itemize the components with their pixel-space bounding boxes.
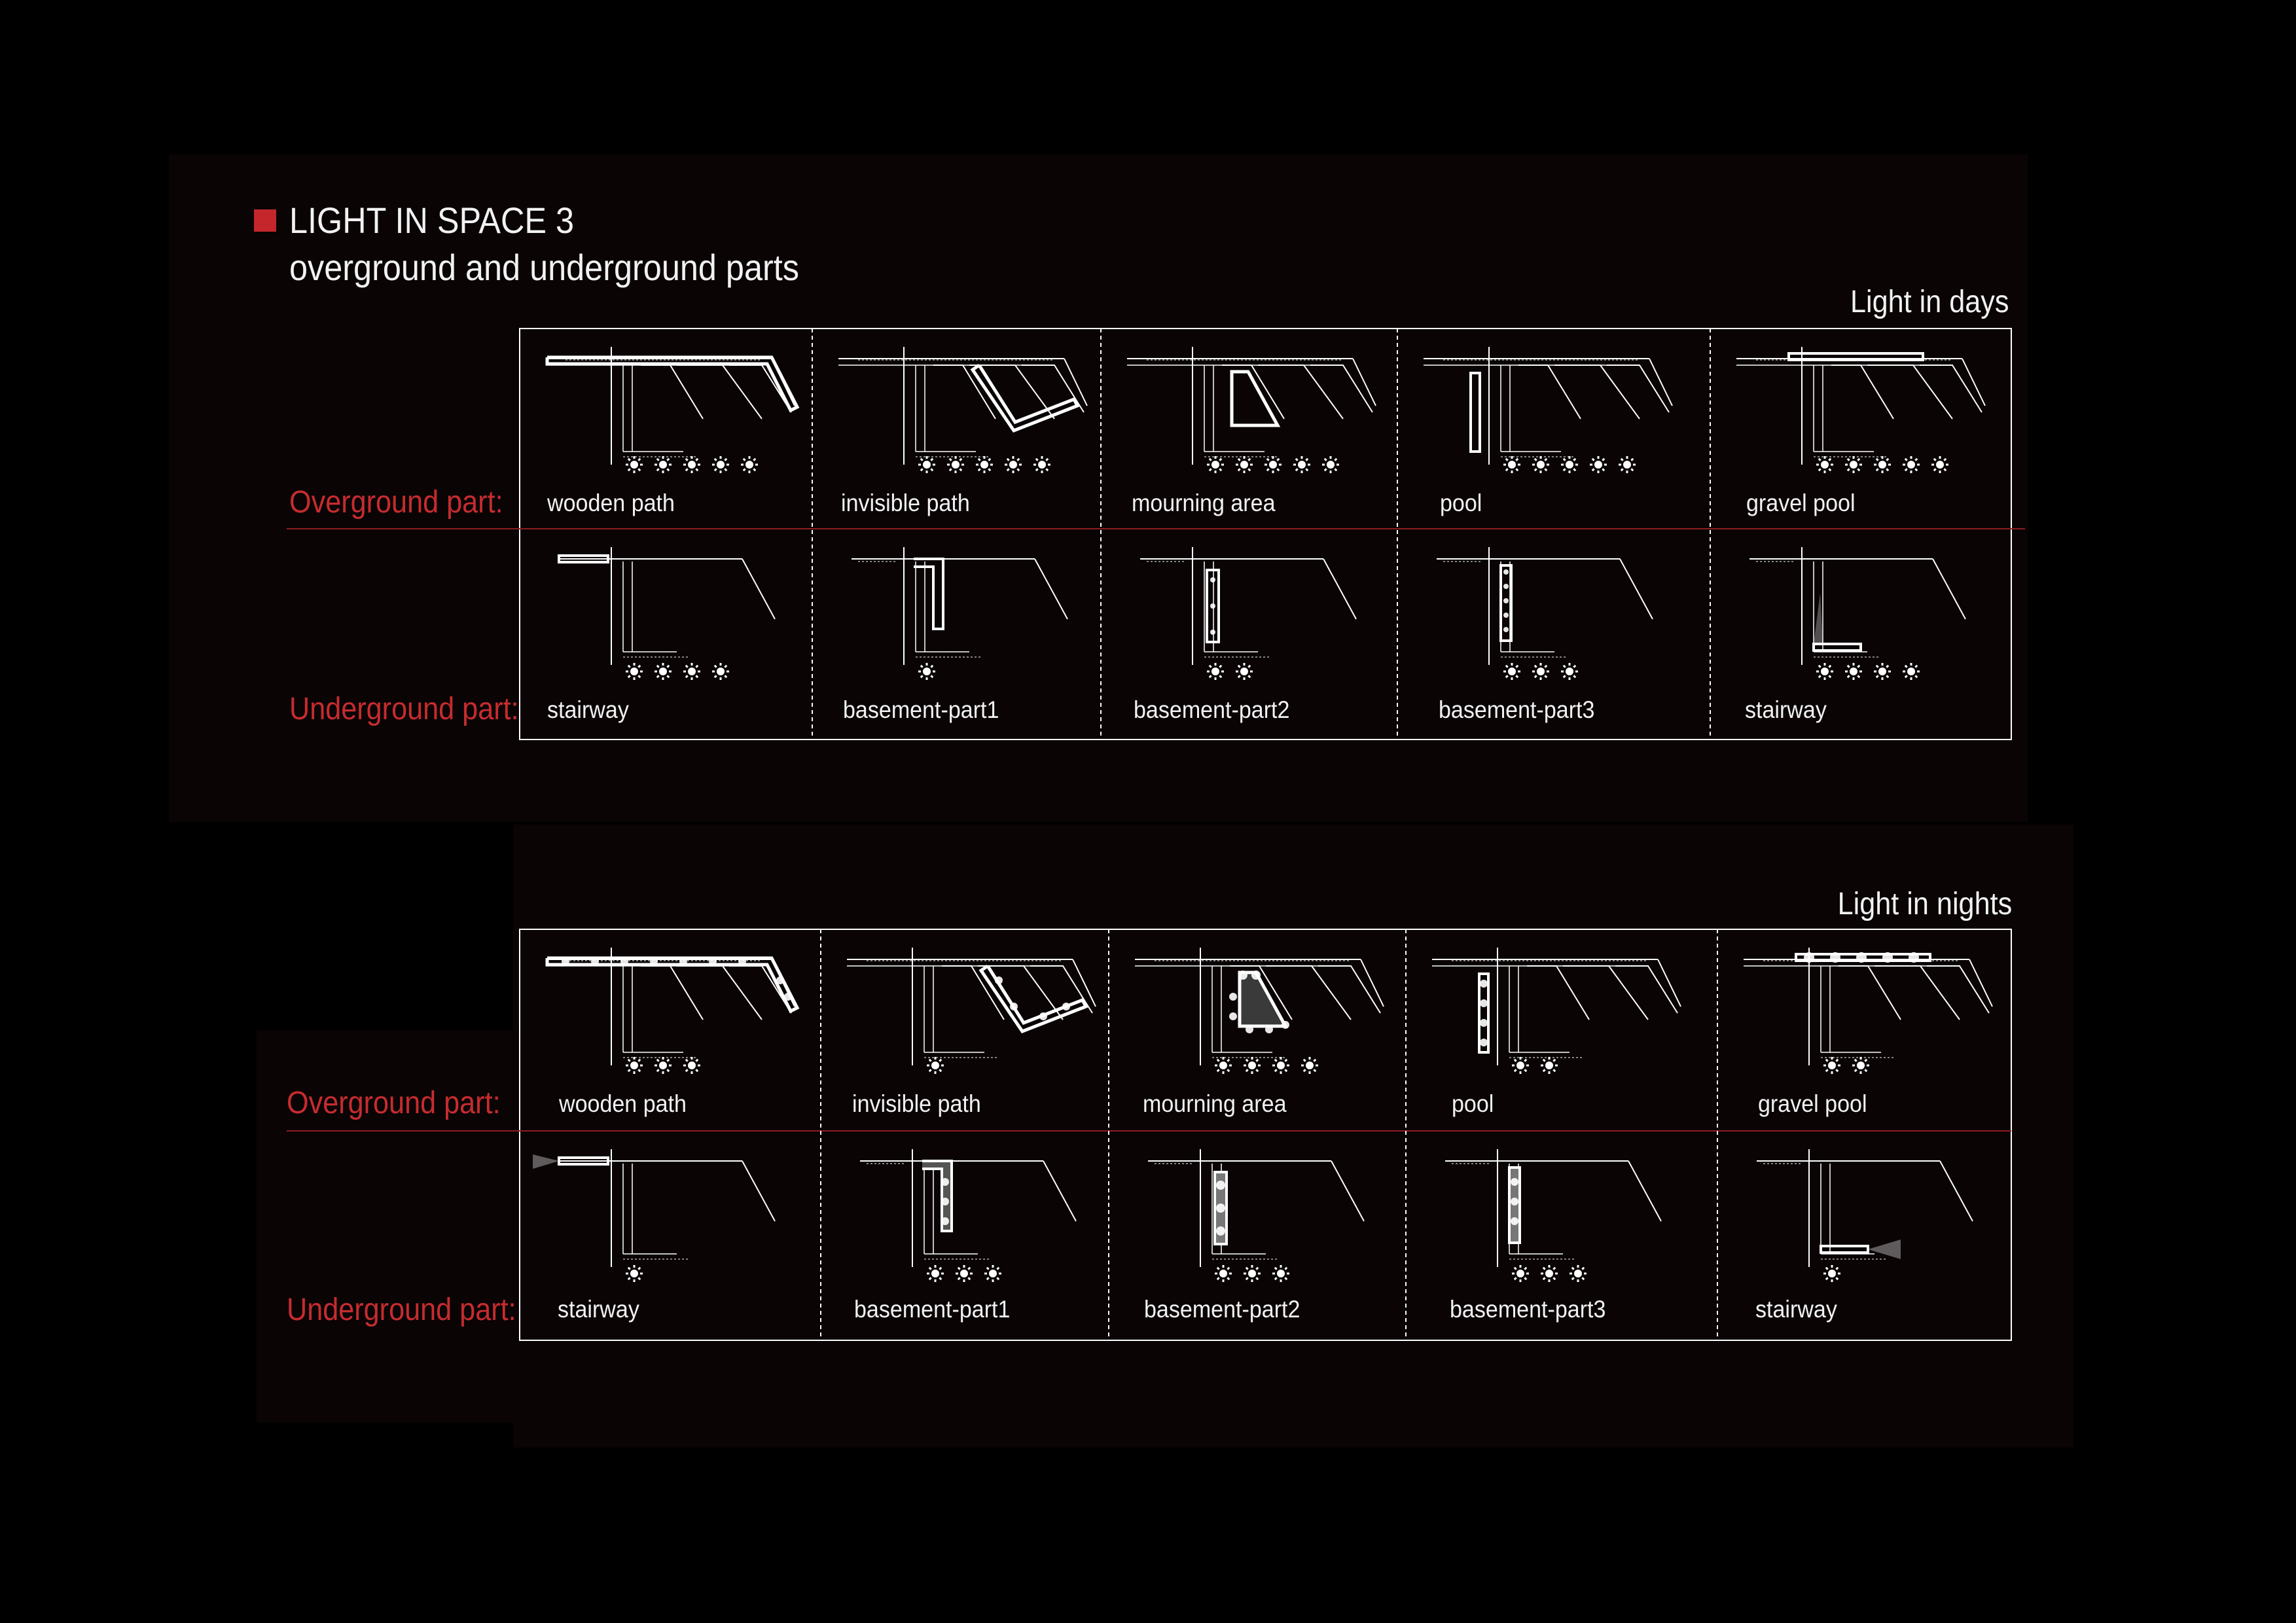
light-point <box>1062 1003 1070 1010</box>
highlight-stairway <box>1821 1246 1868 1253</box>
sun-icon <box>1570 1265 1587 1282</box>
light-point <box>1282 1021 1289 1029</box>
light-point <box>941 1217 949 1225</box>
highlight-basement-part1 <box>914 559 943 629</box>
highlight-stairway <box>1814 644 1861 651</box>
sun-icon <box>1845 663 1862 680</box>
light-beam <box>1868 1240 1901 1259</box>
cell-label-days-over-2: invisible path <box>841 490 970 516</box>
sun-icon <box>655 663 672 680</box>
highlight-mourning-area <box>1240 972 1285 1026</box>
cell-label-days-over-3: mourning area <box>1132 490 1276 516</box>
light-point <box>1210 577 1215 582</box>
sun-icon <box>1236 456 1253 473</box>
sun-icon <box>1207 456 1224 473</box>
cell-label-nights-under-2: basement-part1 <box>854 1296 1011 1323</box>
light-point <box>1010 1003 1018 1010</box>
over-cell-sketch <box>1127 347 1376 473</box>
highlight-pool <box>1471 373 1480 452</box>
over-cell-sketch <box>1432 948 1681 1074</box>
row-label-nights-underground: Underground part: <box>287 1293 516 1327</box>
cell-label-nights-under-4: basement-part3 <box>1450 1296 1606 1323</box>
light-point <box>1503 598 1509 603</box>
sun-icon <box>1532 663 1549 680</box>
row-label-days-underground: Underground part: <box>289 692 519 726</box>
sun-icon <box>1561 663 1578 680</box>
over-cell-sketch <box>1736 347 1985 473</box>
cell-label-nights-under-5: stairway <box>1755 1296 1837 1323</box>
sun-icon <box>1512 1057 1529 1074</box>
light-point <box>1503 627 1509 632</box>
sun-icon <box>1272 1265 1289 1282</box>
sun-icon <box>1874 663 1891 680</box>
cell-label-days-over-4: pool <box>1440 490 1482 516</box>
sun-icon <box>626 663 643 680</box>
sun-icon <box>1619 456 1636 473</box>
light-point <box>1830 952 1840 963</box>
light-point <box>995 976 1003 984</box>
under-cell-sketch <box>1445 1149 1661 1282</box>
grid-frame <box>520 329 2011 740</box>
sun-icon <box>1215 1057 1232 1074</box>
light-point <box>1039 1012 1047 1020</box>
sun-icon <box>655 456 672 473</box>
light-point <box>1216 1204 1225 1213</box>
light-point <box>1511 1217 1518 1225</box>
cell-label-days-under-4: basement-part3 <box>1439 696 1595 723</box>
sun-icon <box>1236 663 1253 680</box>
sun-icon <box>1816 663 1833 680</box>
under-cell-sketch <box>860 1149 1076 1282</box>
sun-icon <box>1541 1265 1558 1282</box>
light-point <box>738 957 746 965</box>
under-cell-sketch <box>1437 547 1653 680</box>
light-point <box>1856 952 1867 963</box>
light-point <box>941 1178 949 1186</box>
sun-icon <box>1033 456 1050 473</box>
page-title: LIGHT IN SPACE 3 <box>289 200 575 241</box>
highlight-wooden-path <box>547 958 797 1011</box>
highlight-gravel-pool <box>1789 353 1923 360</box>
sun-icon <box>976 456 993 473</box>
under-cell-sketch <box>1749 547 1965 680</box>
row-label-nights-overground: Overground part: <box>287 1086 501 1120</box>
light-point <box>1216 1226 1225 1236</box>
sun-icon <box>712 663 729 680</box>
highlight-wooden-path <box>547 357 797 410</box>
sun-icon <box>1931 456 1948 473</box>
light-point <box>709 957 717 965</box>
sun-icon <box>1816 456 1833 473</box>
light-point <box>679 957 687 965</box>
cell-label-nights-under-1: stairway <box>558 1296 639 1323</box>
sun-icon <box>683 1057 700 1074</box>
light-point <box>1480 1019 1488 1027</box>
light-point <box>1503 569 1509 575</box>
sun-icon <box>1561 456 1578 473</box>
sun-icon <box>741 456 758 473</box>
sun-icon <box>927 1265 944 1282</box>
cell-label-days-under-2: basement-part1 <box>843 696 999 723</box>
light-point <box>1503 613 1509 618</box>
light-point <box>650 957 658 965</box>
light-point <box>1229 993 1237 1001</box>
light-point <box>591 957 599 965</box>
sun-icon <box>1845 456 1862 473</box>
sun-icon <box>1590 456 1607 473</box>
over-cell-sketch <box>1135 948 1384 1074</box>
under-cell-sketch <box>1757 1149 1973 1282</box>
sun-icon <box>1244 1265 1261 1282</box>
sun-icon <box>1823 1265 1840 1282</box>
sun-icon <box>956 1265 973 1282</box>
light-point <box>1251 971 1261 980</box>
sun-icon <box>1503 663 1520 680</box>
light-point <box>1882 952 1893 963</box>
cell-label-nights-under-3: basement-part2 <box>1144 1296 1300 1323</box>
highlight-invisible-path <box>973 365 1077 431</box>
sun-icon <box>683 663 700 680</box>
sun-icon <box>1005 456 1022 473</box>
sun-icon <box>1503 456 1520 473</box>
sun-icon <box>1293 456 1310 473</box>
sun-icon <box>1541 1057 1558 1074</box>
light-point <box>620 957 628 965</box>
over-cell-sketch <box>847 948 1096 1074</box>
sun-icon <box>626 1265 643 1282</box>
sun-icon <box>683 456 700 473</box>
highlight-invisible-path <box>981 966 1086 1031</box>
sun-icon <box>1903 663 1920 680</box>
grid-days <box>287 329 2025 740</box>
light-point <box>776 976 784 984</box>
under-cell-sketch <box>1148 1149 1364 1282</box>
sun-icon <box>947 456 964 473</box>
grid-nights <box>287 929 2011 1340</box>
cell-label-days-under-1: stairway <box>547 696 629 723</box>
sun-icon <box>1207 663 1224 680</box>
light-point <box>1480 1039 1488 1046</box>
light-point <box>1238 971 1247 980</box>
light-beam <box>533 1154 559 1169</box>
under-cell-sketch <box>559 547 775 680</box>
cell-label-nights-over-4: pool <box>1452 1090 1494 1117</box>
sun-icon <box>1301 1057 1318 1074</box>
sun-icon <box>1823 1057 1840 1074</box>
sun-icon <box>626 456 643 473</box>
sun-icon <box>984 1265 1001 1282</box>
light-point <box>1265 1026 1273 1033</box>
light-point <box>1511 1198 1518 1205</box>
light-point <box>1246 1026 1253 1033</box>
cell-label-nights-over-5: gravel pool <box>1758 1090 1867 1117</box>
sun-icon <box>1852 1057 1869 1074</box>
cell-label-days-over-1: wooden path <box>547 490 675 516</box>
cell-label-days-under-5: stairway <box>1745 696 1827 723</box>
cell-label-days-under-3: basement-part2 <box>1134 696 1290 723</box>
sun-icon <box>1272 1057 1289 1074</box>
over-cell-sketch <box>1744 948 1992 1074</box>
cell-label-nights-over-1: wooden path <box>559 1090 687 1117</box>
under-cell-sketch <box>852 547 1067 680</box>
sun-icon <box>1322 456 1339 473</box>
section-label-nights: Light in nights <box>1837 887 2012 921</box>
light-point <box>1210 603 1215 609</box>
over-cell-sketch <box>838 347 1087 473</box>
sun-icon <box>1265 456 1282 473</box>
cell-label-nights-over-3: mourning area <box>1143 1090 1287 1117</box>
sun-icon <box>1512 1265 1529 1282</box>
light-point <box>1804 952 1814 963</box>
sun-icon <box>918 456 935 473</box>
sun-icon <box>1215 1265 1232 1282</box>
light-point <box>1229 1012 1237 1020</box>
cell-label-days-over-5: gravel pool <box>1746 490 1856 516</box>
sun-icon <box>626 1057 643 1074</box>
light-point <box>1480 980 1488 988</box>
sun-icon <box>1903 456 1920 473</box>
under-cell-sketch <box>1140 547 1356 680</box>
light-point <box>1216 1181 1225 1190</box>
sun-icon <box>655 1057 672 1074</box>
row-label-days-overground: Overground part: <box>289 485 503 520</box>
light-point <box>784 993 792 1001</box>
light-point <box>1909 952 1919 963</box>
light-point <box>1210 630 1215 635</box>
light-point <box>1511 1178 1518 1186</box>
cell-label-nights-over-2: invisible path <box>852 1090 981 1117</box>
sun-icon <box>927 1057 944 1074</box>
sun-icon <box>918 663 935 680</box>
light-point <box>1503 584 1509 589</box>
light-point <box>562 957 569 965</box>
light-point <box>941 1198 949 1205</box>
page-subtitle: overground and underground parts <box>289 247 799 288</box>
over-cell-sketch <box>546 347 797 473</box>
sun-icon <box>712 456 729 473</box>
over-cell-sketch <box>546 948 797 1074</box>
over-cell-sketch <box>1424 347 1672 473</box>
sun-icon <box>1244 1057 1261 1074</box>
light-beam <box>1814 593 1823 644</box>
sun-icon <box>1532 456 1549 473</box>
highlight-mourning-area <box>1232 372 1278 425</box>
sun-icon <box>1874 456 1891 473</box>
light-point <box>1480 999 1488 1007</box>
section-label-days: Light in days <box>1850 285 2009 319</box>
under-cell-sketch <box>533 1149 775 1282</box>
